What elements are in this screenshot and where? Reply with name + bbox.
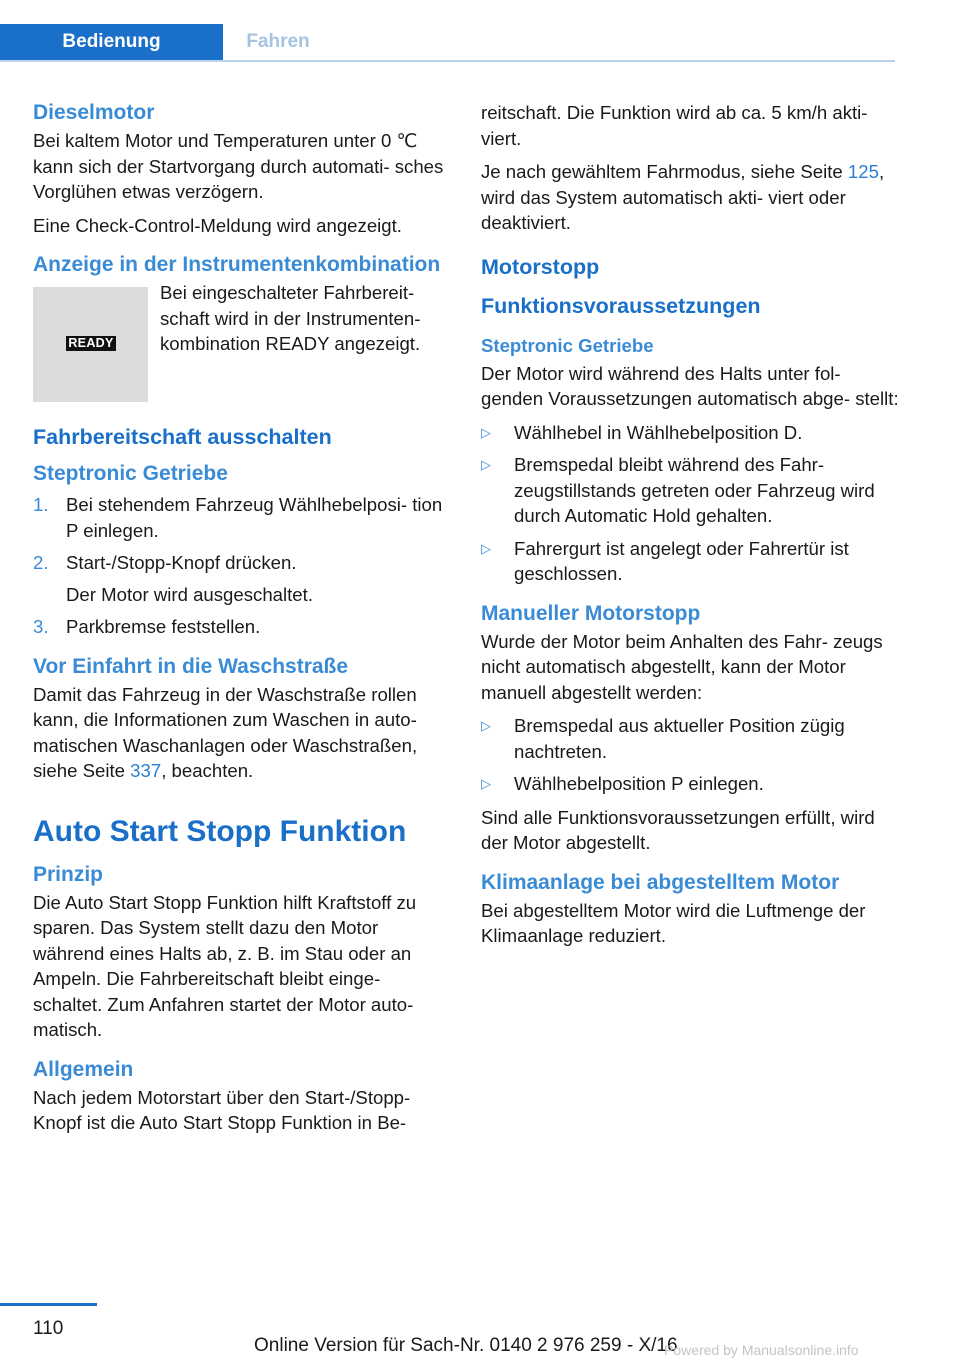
heading-waschstrasse: Vor Einfahrt in die Waschstraße (33, 654, 349, 678)
heading-steptronic-left: Steptronic Getriebe (33, 462, 228, 485)
fahrmodus-text-b: , wird das System automatisch akti‐ viert oder deaktiviert. (481, 161, 885, 233)
heading-dieselmotor: Dieselmotor (33, 101, 155, 124)
step-continuation: Der Motor wird ausgeschaltet. (66, 583, 313, 605)
bullet-text: Wählhebelposition P einlegen. (514, 773, 764, 794)
step-number: 3. (33, 616, 49, 637)
fahrmodus-text-a: Je nach gewähltem Fahrmodus, siehe Seite (481, 161, 848, 182)
paragraph-anzeige: Bei eingeschalteter Fahrbereit‐ schaft wird in der Instrumenten‐ kombination READY angezeigt. (160, 282, 421, 354)
list-item (33, 492, 451, 543)
heading-klimaanlage: Klimaanlage bei abgestelltem Motor (481, 870, 840, 894)
tab-fahren[interactable]: Fahren (246, 31, 310, 52)
bullet-triangle-icon: ▷ (481, 540, 491, 556)
step-text: Parkbremse feststellen. (66, 616, 261, 637)
paragraph-diesel-1: Bei kaltem Motor und Temperaturen unter 0 ℃ kann sich der Startvorgang durch automati‐ sches Vorglühen etwas verzögern. (33, 130, 444, 202)
header-tabs (0, 24, 895, 62)
heading-allgemein: Allgemein (33, 1057, 134, 1081)
heading-steptronic-right: Steptronic Getriebe (481, 334, 654, 356)
step-number: 2. (33, 552, 49, 573)
paragraph-allgemein: Nach jedem Motorstart über den Start-/Stopp-Knopf ist die Auto Start Stopp Funktion in Be‐ (33, 1086, 411, 1133)
page-number: 110 (33, 1318, 64, 1339)
ready-indicator-image (33, 287, 148, 402)
heading-manueller-motorstopp: Manueller Motorstopp (481, 601, 701, 625)
footer-rule (0, 1303, 97, 1306)
list-item (481, 452, 899, 529)
heading-motorstopp: Motorstopp (481, 254, 600, 279)
list-item (481, 420, 899, 446)
heading-funktionsvoraussetzungen: Funktionsvoraussetzungen (481, 293, 761, 318)
bullet-text: Fahrergurt ist angelegt oder Fahrertür ist geschlossen. (514, 537, 849, 584)
bullet-text: Bremspedal bleibt während des Fahr‐ zeugstillstands getreten oder Fahrzeug wird durch Automatic Hold gehalten. (514, 454, 875, 526)
waschstrasse-text-b: , beachten. (161, 760, 254, 781)
list-item (481, 536, 899, 587)
list-item (33, 550, 451, 607)
heading-auto-start-stopp: Auto Start Stopp Funktion (33, 814, 407, 848)
bullet-triangle-icon: ▷ (481, 424, 491, 440)
step-text: Bei stehendem Fahrzeug Wählhebelposi‐ tion P einlegen. (66, 494, 443, 541)
heading-ausschalten: Fahrbereitschaft ausschalten (33, 425, 332, 449)
step-text: Start-/Stopp-Knopf drücken. (66, 552, 297, 573)
bullet-triangle-icon: ▷ (481, 776, 491, 791)
page-link-125[interactable]: 125 (847, 161, 879, 182)
list-item (33, 614, 451, 640)
ready-figure (33, 280, 451, 402)
paragraph-sind-alle: Sind alle Funktionsvoraussetzungen erfüllt, wird der Motor abgestellt. (481, 806, 875, 853)
watermark: Powered by Manualsonline.info (664, 1342, 859, 1358)
bullet-text: Wählhebel in Wählhebelposition D. (514, 421, 803, 443)
step-number: 1. (33, 494, 49, 515)
heading-prinzip: Prinzip (33, 862, 104, 886)
left-column (33, 100, 451, 1144)
list-item (481, 713, 899, 764)
online-version-note: Online Version für Sach-Nr. 0140 2 976 259 - X/16 (254, 1335, 678, 1356)
list-item (481, 771, 899, 797)
waschstrasse-text-a: Damit das Fahrzeug in der Waschstraße rollen kann, die Informationen zum Waschen in auto‐ matischen Waschanlagen oder Waschstraßen, siehe Seite (33, 683, 418, 781)
heading-anzeige: Anzeige in der Instrumentenkombination (33, 253, 441, 276)
ready-badge: READY (66, 336, 116, 351)
paragraph-waschstrasse (33, 682, 451, 784)
paragraph-diesel-2: Eine Check-Control-Meldung wird angezeigt. (33, 214, 402, 236)
paragraph-manuell: Wurde der Motor beim Anhalten des Fahr‐ zeugs nicht automatisch abgestellt, kann der Motor manuell abgestellt werden: (481, 630, 883, 703)
bullet-text: Bremspedal aus aktueller Position zügig nachtreten. (514, 715, 845, 762)
steps-list (33, 492, 451, 640)
bullet-triangle-icon: ▷ (481, 718, 491, 733)
paragraph-klimaanlage: Bei abgestelltem Motor wird die Luftmenge der Klimaanlage reduziert. (481, 899, 866, 946)
paragraph-steptronic: Der Motor wird während des Halts unter fol‐ genden Voraussetzungen automatisch abge‐ stellt: (481, 362, 899, 409)
conditions-list (481, 420, 899, 587)
bullet-triangle-icon: ▷ (481, 457, 491, 472)
right-column (481, 100, 899, 957)
paragraph-fahrmodus (481, 159, 899, 236)
manual-steps-list (481, 713, 899, 797)
tab-bedienung[interactable]: Bedienung (0, 24, 223, 60)
header-divider (0, 60, 895, 62)
paragraph-continuation: reitschaft. Die Funktion wird ab ca. 5 km/h akti‐ viert. (481, 102, 868, 149)
page-link-337[interactable]: 337 (130, 760, 162, 781)
paragraph-prinzip: Die Auto Start Stopp Funktion hilft Kraftstoff zu sparen. Das System stellt dazu den Motor während eines Halts ab, z. B. im Stau oder an Ampeln. Die Fahrbereitschaft bleibt einge‐ schaltet. Zum Anfahren startet der Motor auto‐ matisch. (33, 891, 417, 1040)
